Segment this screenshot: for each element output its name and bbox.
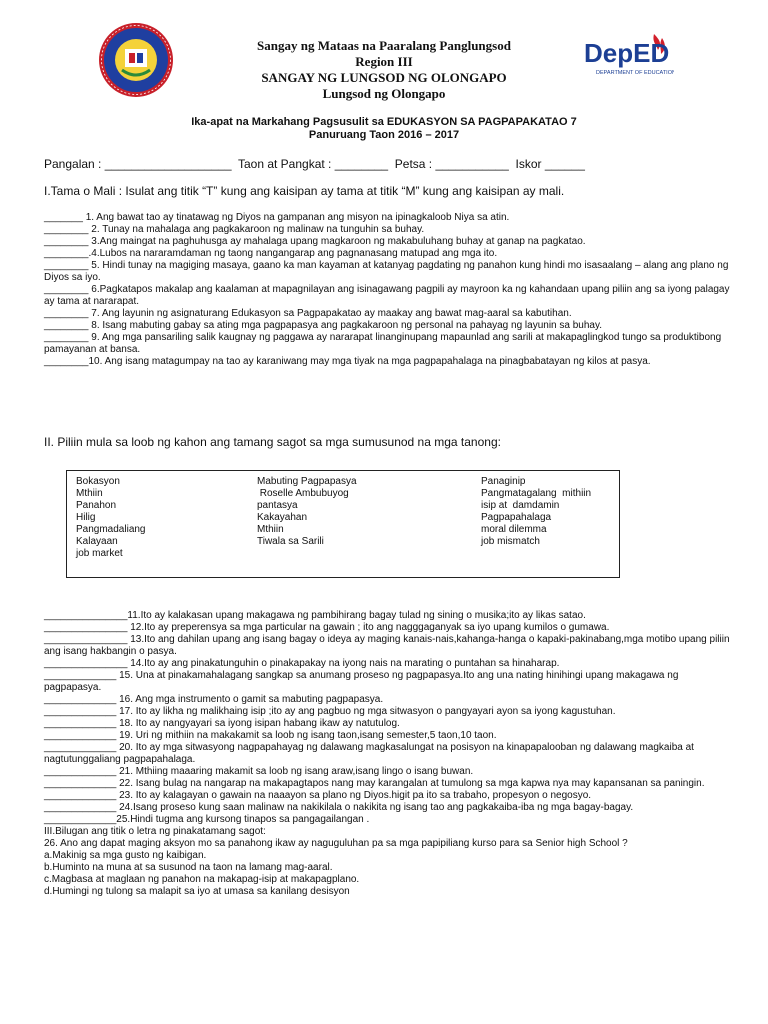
part2-item-16: _____________ 16. Ang mga instrumento o gamit sa mabuting pagpapasya. [44,694,384,705]
choice-item: Panahon [76,500,117,511]
part1-item-6: ________ 6.Pagkatapos makalap ang kaalaman at mapagnilayan ang isinagawang pagpili ay mayroon ka ng kahandaan upang piliin ang sa iyong palagay ay tama at nararapat. [44,284,730,307]
choice-item: Mthiin [257,524,284,535]
part1-item-2: ________ 2. Tunay na mahalaga ang pagkakaroon ng malinaw na tunguhin sa buhay. [44,224,425,235]
choice-item: pantasya [257,500,298,511]
choice-item: moral dilemma [481,524,547,535]
part2-item-12: _______________ 12.Ito ay preperensya sa mga particular na gawain ; ito ang nagggaganyak sa iyo upang kumilos o gumawa. [44,622,610,633]
school-year: Panuruang Taon 2016 – 2017 [308,129,460,141]
choice-item: Roselle Ambubuyog [257,488,349,499]
choice-item: Pagpapahalaga [481,512,552,523]
part2-item-15: _____________ 15. Una at pinakamahalagang sangkap sa anumang proseso ng pagpapasya.Ito ang una nating hinihingi upang makagawa ng pagpapasya. [44,670,679,693]
choice-item: Mabuting Pagpapasya [257,476,357,487]
part3-option-d: d.Humingi ng tulong sa malapit sa iyo at umasa sa kanilang desisyon [44,886,350,897]
part3-option-a: a.Makinig sa mga gusto ng kaibigan. [44,850,207,861]
part1-item-9: ________ 9. Ang mga pansariling salik kaugnay ng paggawa ay nararapat linanginupang mapaunlad ang sarili at makapaglingkod tungo sa produktibong pamayanan at bansa. [44,332,722,355]
choice-item: Bokasyon [76,476,120,487]
deped-caption: DEPARTMENT OF EDUCATION [596,70,674,76]
choice-item: Pangmatagalang mithiin [481,488,592,499]
choices-box [66,470,620,578]
choice-item: Kalayaan [76,536,118,547]
header-line-3: SANGAY NG LUNGSOD NG OLONGAPO [261,70,507,85]
choice-item: isip at damdamin [481,500,560,511]
part1-item-5: ________ 5. Hindi tunay na magiging masaya, gaano ka man kayaman at katanyag pagdating ng panahon kung hindi mo isasaalang – alang ang plano ng Diyos sa iyo. [44,260,729,283]
part2-item-25: _____________25.Hindi tugma ang kursong tinapos sa pangagailangan . [44,814,370,825]
choice-col2 [257,476,357,548]
deped-wordmark: DepED [584,38,670,68]
part1-instruction: I.Tama o Mali : Isulat ang titik “T” kung ang kaisipan ay tama at titik “M” kung ang kaisipan ay mali. [44,184,565,198]
part2-item-24: _____________ 24.Isang proseso kung saan malinaw na nakikilala o nakikita ng isang tao ang pagkakaiba-iba ng mga bagay-bagay. [44,802,634,813]
exam-title [0,116,768,142]
choice-item: Mthiin [76,488,103,499]
part2-instruction: II. Piliin mula sa loob ng kahon ang tamang sagot sa mga sumusunod na mga tanong: [44,435,501,449]
school-header [0,38,768,102]
part1-item-1: _______ 1. Ang bawat tao ay tinatawag ng Diyos na gampanan ang misyon na ipinagkaloob Niya sa atin. [44,212,510,223]
part2-item-14: _______________ 14.Ito ay ang pinakatunguhin o pinakapakay na iyong nais na marating o puntahan sa hinaharap. [44,658,560,669]
part1-item-10: ________10. Ang isang matagumpay na tao ay karaniwang may mga tiyak na mga pagpapahalaga na pinagbabatayan ng kilos at pasya. [44,356,651,367]
part1-items [44,212,730,368]
header-line-1: Sangay ng Mataas na Paaralang Panglungsod [257,38,511,53]
exam-title-line-1: Ika-apat na Markahang Pagsusulit sa EDUKASYON SA PAGPAPAKATAO 7 [191,116,577,128]
part2-item-20: _____________ 20. Ito ay mga sitwasyong nagpapahayag ng dalawang magkasalungat na posisyon na kinapapalooban ng dalawang magkaiba at nagtutunggaliang pagpapahalaga. [44,742,694,765]
part2-item-17: _____________ 17. Ito ay likha ng malikhaing isip ;ito ay ang pagbuo ng mga sitwasyon o pangyayari ayon sa iyong kagustuhan. [44,706,616,717]
part2-item-22: _____________ 22. Isang bulag na nangarap na makapagtapos nang may karangalan at tumulong sa mga kapwa nya may kapansanan sa paningin. [44,778,705,789]
choice-item: job market [76,548,123,559]
part3-question-26: 26. Ano ang dapat maging aksyon mo sa panahong ikaw ay naguguluhan pa sa mga papipiliang kurso para sa Senior high School ? [44,838,628,849]
student-info-line: Pangalan : ___________________ Taon at Pangkat : ________ Petsa : ___________ Iskor ______ [44,157,585,171]
choice-item: Pangmadaliang [76,524,146,535]
choice-col1 [76,476,146,560]
part1-item-3: ________ 3.Ang maingat na paghuhusga ay mahalaga upang magkaroon ng makabuluhang buhay at ganap na pagkatao. [44,236,586,247]
part2-items [44,610,730,898]
choice-item: Tiwala sa Sarili [257,536,324,547]
part1-item-7: ________ 7. Ang layunin ng asignaturang Edukasyon sa Pagpapakatao ay maakay ang bawat mag-aaral sa kabutihan. [44,308,572,319]
header-line-2: Region III [355,54,413,69]
part1-item-4: ________.4.Lubos na nararamdaman ng taong nangangarap ang pagnanasang matupad ang mga ito. [44,248,498,259]
part3-option-b: b.Huminto na muna at sa susunod na taon na lamang mag-aaral. [44,862,333,873]
choice-col3 [481,476,591,548]
choice-item: job mismatch [481,536,540,547]
part1-item-8: ________ 8. Isang mabuting gabay sa ating mga pagpapasya ang pagkakaroon ng personal na pahayag ng layunin sa buhay. [44,320,603,331]
part2-item-13: _______________ 13.Ito ang dahilan upang ang isang bagay o ideya ay maging kanais-nais,kahanga-hanga o kapaki-pakinabang,mga motibo upang piliin ang isang hakbangin o pasya. [44,634,730,657]
part3-instruction: III.Bilugan ang titik o letra ng pinakatamang sagot: [44,826,266,837]
header-line-4: Lungsod ng Olongapo [322,86,446,101]
choice-item: Kakayahan [257,512,308,523]
choice-item: Hilig [76,512,96,523]
part2-item-23: _____________ 23. Ito ay kalagayan o gawain na naaayon sa plano ng Diyos.higit pa ito sa trabaho, propesyon o negosyo. [44,790,592,801]
part2-item-18: _____________ 18. Ito ay nangyayari sa iyong isipan habang ikaw ay natutulog. [44,718,400,729]
part2-item-11: _______________11.Ito ay kalakasan upang makagawa ng pambihirang bagay tulad ng sining o musika;ito ay likas satao. [44,610,586,621]
choice-item: Panaginip [481,476,526,487]
part3-option-c: c.Magbasa at maglaan ng panahon na makapag-isip at makapagplano. [44,874,360,885]
part2-item-19: _____________ 19. Uri ng mithiin na makakamit sa loob ng isang taon,isang semester,5 taon,10 taon. [44,730,497,741]
part2-item-21: _____________ 21. Mthiing maaaring makamit sa loob ng isang araw,isang lingo o isang buwan. [44,766,474,777]
